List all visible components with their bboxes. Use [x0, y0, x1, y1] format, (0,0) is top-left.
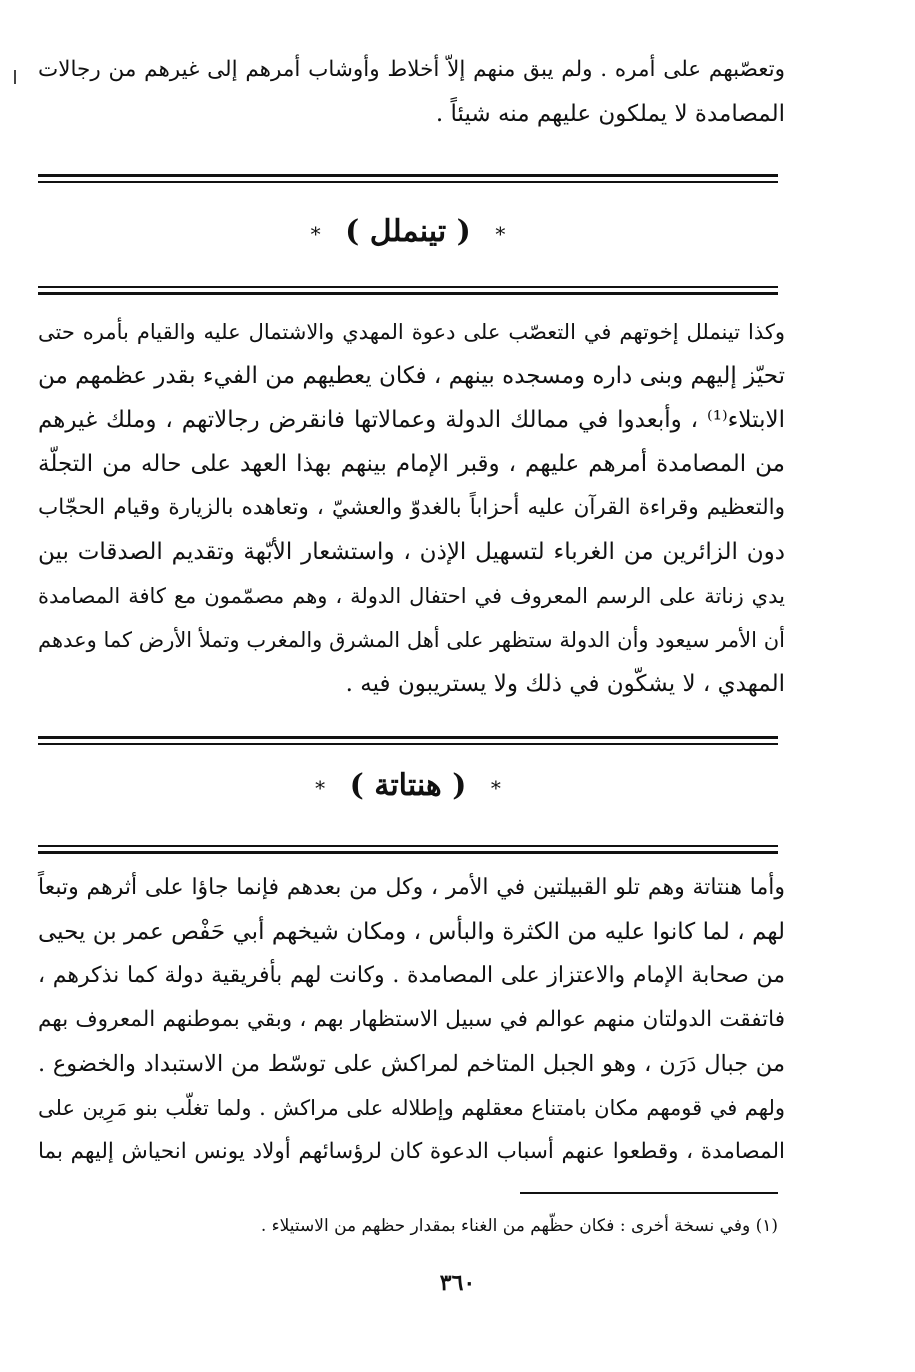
- star-ornament: *: [490, 776, 501, 800]
- double-rule-top: [38, 736, 778, 739]
- text-line: المهدي ، لا يشكّون في ذلك ولا يستريبون فيه .: [345, 671, 785, 697]
- double-rule-top: [38, 286, 778, 288]
- text-line: من جبال دَرَن ، وهو الجبل المتاخم لمراكش على توسّط من الاستبداد والخضوع .: [38, 1051, 785, 1077]
- double-rule-bottom: [38, 743, 778, 745]
- footnote: (١) وفي نسخة أخرى : فكان حظّهم من الغناء بمقدار حظهم من الاستيلاء .: [260, 1216, 778, 1236]
- text-line: ولهم في قومهم مكان بامتناع معقلهم وإطلاله على مراكش . ولما تغلّب بنو مَرِين على: [38, 1096, 785, 1120]
- paragraph-continuation: [38, 48, 785, 136]
- text-line: دون الزائرين من الغرباء لتسهيل الإذن ، واستشعار الأبّهة وتقديم الصدقات بين: [38, 539, 785, 565]
- page-number: ٣٦٠: [439, 1270, 476, 1296]
- double-rule-bottom: [38, 292, 778, 295]
- text-line: المصامدة لا يملكون عليهم منه شيئاً .: [435, 101, 785, 127]
- double-rule-bottom: [38, 181, 778, 183]
- paragraph-tinmallal: [38, 310, 785, 706]
- text-line: من المصامدة أمرهم عليهم ، وقبر الإمام بينهم بهذا العهد على حاله من التجلّة: [38, 451, 785, 477]
- text-line: الابتلاء⁽¹⁾ ، وأبعدوا في ممالك الدولة وعمالاتها فانقرض رجالاتهم ، وملك غيرهم: [38, 407, 785, 433]
- text-line: تحيّز إليهم وبنى داره ومسجده بينهم ، فكان يعطيهم من الفيء بقدر عظمهم من: [38, 363, 785, 389]
- star-ornament: *: [495, 222, 506, 246]
- section-heading-tinmallal: [38, 214, 778, 249]
- paragraph-hintata: [38, 866, 785, 1174]
- text-line: من صحابة الإمام والاعتزاز على المصامدة . وكانت لهم بأفريقية دولة كما نذكرهم ،: [38, 963, 785, 988]
- double-rule-top: [38, 174, 778, 177]
- section-heading-hintata: [38, 768, 778, 803]
- text-line: وتعصّبهم على أمره . ولم يبق منهم إلاّ أخلاط وأوشاب أمرهم إلى غيرهم من رجالات: [38, 57, 785, 82]
- double-rule-bottom: [38, 851, 778, 854]
- text-line: أن الأمر سيعود وأن الدولة ستظهر على أهل المشرق والمغرب وتملأ الأرض كما وعدهم: [38, 628, 785, 652]
- text-line: والتعظيم وقراءة القرآن عليه أحزاباً بالغدوّ والعشيّ ، وتعاهده بالزيارة وقيام الحجّاب: [38, 495, 785, 520]
- heading-text: ( هنتاتة ): [349, 768, 467, 803]
- heading-text: ( تينملل ): [345, 214, 471, 249]
- text-line: يدي زناتة على الرسم المعروف في احتفال الدولة ، وهم مصمّمون مع كافة المصامدة: [38, 584, 785, 608]
- text-line: المصامدة ، وقطعوا عنهم أسباب الدعوة كان لرؤسائهم أولاد يونس انحياش إليهم بما: [38, 1139, 785, 1164]
- footnote-rule: [520, 1192, 778, 1194]
- text-line: فاتفقت الدولتان منهم عوالم في سبيل الاستظهار بهم ، وبقي بموطنهم المعروف بهم: [38, 1007, 785, 1032]
- text-line: وكذا تينملل إخوتهم في التعصّب على دعوة المهدي والاشتمال عليه والقيام بأمره حتى: [38, 320, 785, 344]
- text-line: لهم ، لما كانوا عليه من الكثرة والبأس ، ومكان شيخهم أبي حَفْص عمر بن يحيى: [38, 919, 785, 945]
- star-ornament: *: [315, 776, 326, 800]
- text-line: وأما هنتاتة وهم تلو القبيلتين في الأمر ، وكل من بعدهم فإنما جاؤا على أثرهم وتبعاً: [38, 875, 785, 900]
- star-ornament: *: [310, 222, 321, 246]
- double-rule-top: [38, 845, 778, 847]
- margin-mark: [14, 70, 16, 84]
